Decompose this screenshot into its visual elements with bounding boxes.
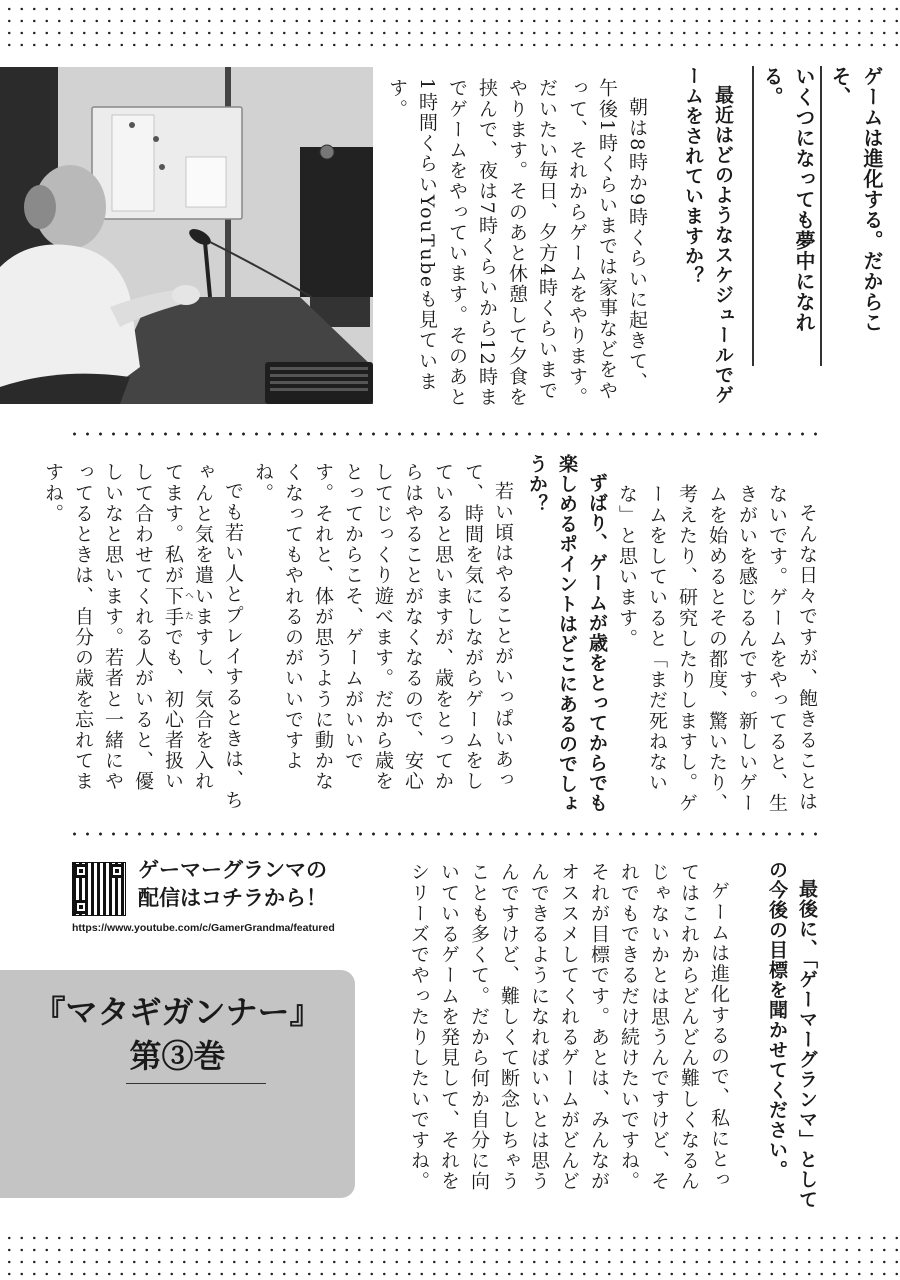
photo-gamer-grandma — [0, 67, 373, 404]
section1-answer-text: 朝は8時か9時くらいに起きて、午後1時くらいまでは家事などをやって、それからゲームをやります。だいたい毎日、夕方4時くらいまでやります。そのあと休憩して夕食を挟んで、夜は7時くらいから12時までゲームをやっています。そのあと1時間くらいYouTubeも見ています。 — [386, 78, 648, 408]
qr-code-icon[interactable] — [72, 862, 126, 916]
section1-answer — [382, 78, 652, 408]
dot-pattern-bottom — [0, 1228, 900, 1280]
next-volume-card — [0, 970, 355, 1198]
section2-answer — [42, 462, 518, 812]
section3-question: 最後に、「ゲーマーグランマ」としての今後の目標を聞かせてください。 — [766, 860, 818, 1210]
article-headline — [752, 66, 888, 366]
furigana-heta: 下手 へた — [162, 585, 193, 627]
card-title — [0, 990, 355, 1078]
section2-answer-p1: 若い頃はやることがいっぱいあって、時間を気にしながらゲームをしていると思いますが、歳をとってからはやることがなくなるので、安心してじっくり遊べます。だから歳をとってからこそ、ゲームがいいです。それと、体が思うように動かなくなってもやれるのがいいですよね。 — [252, 462, 514, 792]
youtube-url-link[interactable]: https://www.youtube.com/c/GamerGrandma/featured — [72, 922, 335, 934]
section2-question: ずばり、ゲームが歳をとってからでも楽しめるポイントはどこにあるのでしょうか？ — [526, 454, 608, 814]
section2-intro: そんな日々ですが、飽きることはないです。ゲームをやってると、生きがいを感じるんです。新しいゲームを始めるとその都度、驚いたり、考えたり、研究したりしますし。ゲームをしていると「まだ死ねないな」と思います。 — [616, 484, 818, 814]
section3-answer: ゲームは進化するので、私にとってはこれからどんどん難しくなるんじゃないかとは思うんですけど、それでもできるだけ続けたいですね。それが目標です。あとは、みんながオススメしてくれるゲームがどんどんできるようになればいいとは思うんですけど、難しくて断念しちゃうことも多くて。だから何か自分に向いているゲームを発見して、それをシリーズでやったりしたいですね。 — [408, 862, 730, 1192]
promo-title: ゲーマーグランマの 配信はコチラから！ — [138, 858, 327, 910]
card-title-volume: 第③巻 — [129, 1037, 226, 1075]
dotted-divider-1 — [68, 431, 820, 437]
youtube-promo — [72, 856, 362, 936]
headline-line-2: いくつになっても夢中になれる。 — [752, 66, 820, 366]
dotted-divider-2 — [68, 831, 820, 837]
section1-question: 最近はどのようなスケジュールでゲームをされていますか？ — [682, 66, 734, 405]
card-title-series: 『マタギガンナー』 — [33, 993, 322, 1031]
photo-image — [0, 67, 373, 404]
dot-pattern-top — [0, 0, 900, 48]
headline-line-1: ゲームは進化する。だからこそ、 — [820, 66, 888, 366]
card-underline — [126, 1083, 266, 1084]
section2-answer-p2: でも若い人とプレイするときは、ちゃんと気を遣いますし、気合を入れてます。私が下手 へたでも、初心者扱いして合わせてくれる人がいると、優しいなと思います。若者と一緒にやってるときは、自分の歳を忘れてますね。 — [42, 462, 244, 811]
